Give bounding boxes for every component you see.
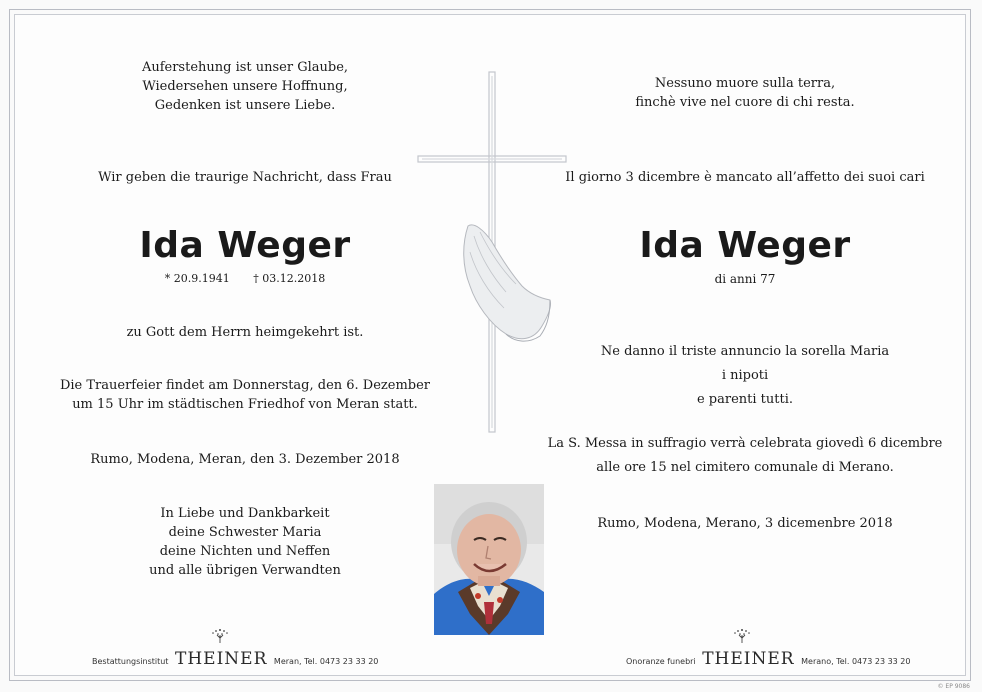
footer-contact: Merano, Tel. 0473 23 33 20 <box>801 657 911 666</box>
announce-line: e parenti tutti. <box>696 392 794 407</box>
deceased-name-de: Ida Weger <box>139 225 351 266</box>
birth-date: * 20.9.1941 <box>164 272 230 285</box>
announce-line: i nipoti <box>721 368 769 383</box>
poem-line: Nessuno muore sulla terra, <box>654 76 836 91</box>
life-dates <box>40 271 450 286</box>
german-intro: Wir geben die traurige Nachricht, dass Frau <box>98 170 392 185</box>
death-date: † 03.12.2018 <box>253 272 326 285</box>
poem-line: finchè vive nel cuore di chi resta. <box>635 95 855 110</box>
poem-line: Auferstehung ist unser Glaube, <box>141 60 349 75</box>
german-poem <box>40 58 450 115</box>
mourner-line: In Liebe und Dankbarkeit <box>160 506 330 521</box>
place-date-de: Rumo, Modena, Meran, den 3. Dezember 2018 <box>90 452 400 467</box>
footer-prefix: Onoranze funebri <box>626 657 696 666</box>
footer-brand: THEINER <box>702 649 795 669</box>
mourner-line: deine Schwester Maria <box>168 525 322 540</box>
mass-line: La S. Messa in suffragio verrà celebrata giovedì 6 dicembre <box>547 436 943 451</box>
cross-with-praying-hands-icon <box>410 66 570 436</box>
funeral-line: Die Trauerfeier findet am Donnerstag, den 6. Dezember <box>59 378 431 393</box>
footer-brand: THEINER <box>175 649 268 669</box>
announce-line: Ne danno il triste annuncio la sorella Maria <box>600 344 890 359</box>
portrait-photo <box>434 484 544 635</box>
italian-poem <box>540 74 950 112</box>
tree-logo-icon <box>208 626 232 644</box>
deceased-name-it: Ida Weger <box>639 225 851 266</box>
poem-line: Wiedersehen unsere Hoffnung, <box>142 79 348 94</box>
age-text: di anni 77 <box>714 272 776 286</box>
mass-info-it <box>540 432 950 480</box>
announcement-it <box>540 340 950 412</box>
funeral-info-de <box>40 376 450 414</box>
credit-text: © EP 9086 <box>937 683 970 690</box>
footer-right <box>626 632 926 672</box>
footer-left <box>92 632 392 672</box>
place-date-it: Rumo, Modena, Merano, 3 dicemenbre 2018 <box>597 516 893 531</box>
returned-text: zu Gott dem Herrn heimgekehrt ist. <box>126 325 364 340</box>
poem-line: Gedenken ist unsere Liebe. <box>154 98 336 113</box>
mass-line: alle ore 15 nel cimitero comunale di Merano. <box>596 460 894 475</box>
mourners-de <box>40 504 450 580</box>
praying-hands-icon <box>464 225 551 341</box>
funeral-line: um 15 Uhr im städtischen Friedhof von Meran statt. <box>72 397 418 412</box>
italian-intro: Il giorno 3 dicembre è mancato all’affetto dei suoi cari <box>565 170 925 185</box>
footer-prefix: Bestattungsinstitut <box>92 657 169 666</box>
footer-contact: Meran, Tel. 0473 23 33 20 <box>273 657 379 666</box>
mourner-line: deine Nichten und Neffen <box>159 544 331 559</box>
tree-logo-icon <box>730 626 754 644</box>
mourner-line: und alle übrigen Verwandten <box>149 563 341 578</box>
